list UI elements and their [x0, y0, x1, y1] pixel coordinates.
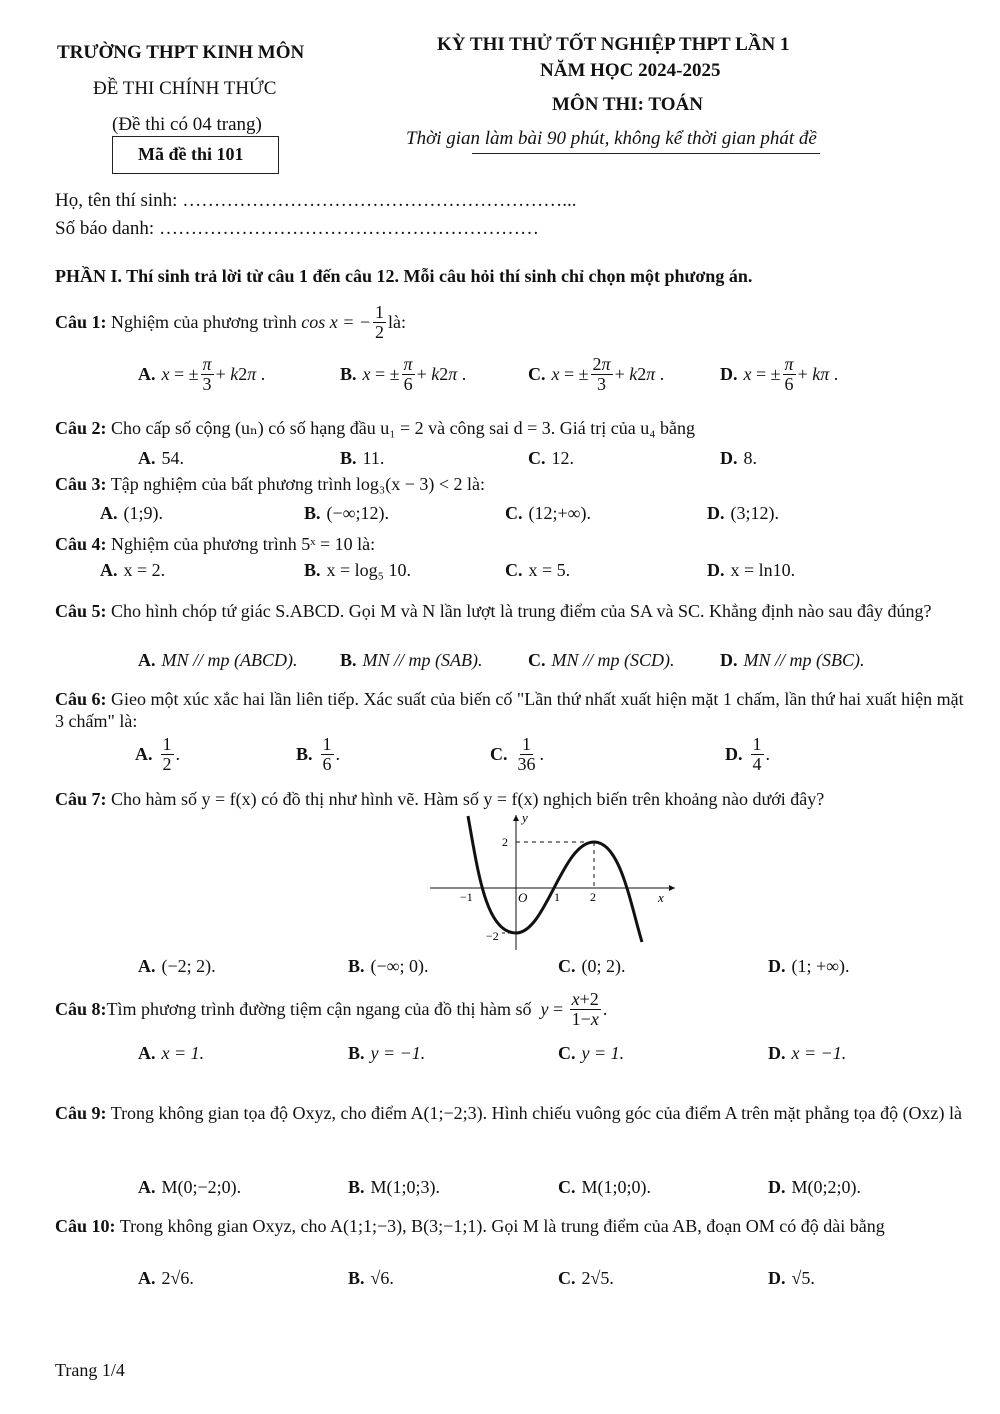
- question-2: [55, 418, 695, 439]
- question-3: [55, 474, 485, 495]
- q9-option-d[interactable]: D. M(0;2;0).: [768, 1177, 861, 1197]
- question-text: Cho cấp số cộng (uₙ) có số hạng đầu u₁ = 2 và công sai d = 3. Giá trị của u₄ bằng: [111, 418, 696, 438]
- question-7: [55, 789, 824, 810]
- question-label: Câu 9:: [55, 1103, 107, 1123]
- q9-option-a[interactable]: A. M(0;−2;0).: [138, 1177, 242, 1197]
- question-text: Gieo một xúc xắc hai lần liên tiếp. Xác suất của biến cố "Lần thứ nhất xuất hiện mặt 1 chấm, lần thứ hai xuất hiện mặt 3 chấm" là:: [55, 689, 964, 731]
- tick-y-neg2: −2: [486, 929, 499, 943]
- question-6: [55, 688, 965, 732]
- question-label: Câu 8:: [55, 998, 107, 1019]
- q7-option-b[interactable]: B. (−∞; 0).: [348, 956, 429, 976]
- q4-option-b[interactable]: B. x = log₅ 10.: [304, 560, 411, 580]
- subject: MÔN THI: TOÁN: [552, 94, 703, 115]
- tick-x-2: 2: [590, 890, 596, 904]
- q6-option-c[interactable]: C. $\frac{1}{36}$ .: [490, 734, 544, 774]
- header-underline: [472, 153, 820, 154]
- q7-option-d[interactable]: D. (1; +∞).: [768, 956, 850, 976]
- question-label: Câu 2:: [55, 418, 107, 438]
- equation: cos x = −: [301, 311, 372, 332]
- question-9: [55, 1096, 965, 1130]
- question-label: Câu 3:: [55, 474, 107, 494]
- exam-title: KỲ THI THỬ TỐT NGHIỆP THPT LẦN 1: [437, 34, 790, 55]
- q10-option-a[interactable]: A. 2√6.: [138, 1268, 194, 1288]
- question-text: Tập nghiệm của bất phương trình log₃(x − 3) < 2 là:: [110, 474, 485, 494]
- tick-x-neg1: −1: [460, 890, 473, 904]
- time-note: Thời gian làm bài 90 phút, không kể thời gian phát đề: [406, 128, 817, 149]
- x-axis-label: x: [658, 890, 664, 905]
- function-fraction: $\frac{x+2}{1-x}$: [571, 989, 599, 1029]
- q1-option-b[interactable]: B. x = ± $\frac{\pi}{6}$ + k 2 π .: [340, 354, 467, 394]
- question-text: Nghiệm của phương trình 5ˣ = 10 là:: [111, 534, 376, 554]
- tick-y-2: 2: [502, 835, 508, 849]
- q5-option-d[interactable]: D. MN // mp (SBC).: [720, 650, 865, 670]
- origin-label: O: [518, 890, 528, 905]
- question-text: Trong không gian Oxyz, cho A(1;1;−3), B(3;−1;1). Gọi M là trung điểm của AB, đoạn OM có độ dài bằng: [119, 1216, 885, 1236]
- tick-x-1: 1: [554, 890, 560, 904]
- question-text: Tìm phương trình đường tiệm cận ngang của đồ thị hàm số: [106, 998, 532, 1019]
- question-4: [55, 534, 375, 555]
- q10-option-c[interactable]: C. 2√5.: [558, 1268, 614, 1288]
- q9-option-b[interactable]: B. M(1;0;3).: [348, 1177, 441, 1197]
- q2-option-a[interactable]: A. 54.: [138, 448, 184, 468]
- function-graph: [430, 812, 690, 952]
- q10-option-b[interactable]: B. √6.: [348, 1268, 394, 1288]
- q8-option-a[interactable]: A. x = 1.: [138, 1043, 205, 1063]
- q8-option-c[interactable]: C. y = 1.: [558, 1043, 625, 1063]
- q7-option-a[interactable]: A. (−2; 2).: [138, 956, 216, 976]
- q5-option-b[interactable]: B. MN // mp (SAB).: [340, 650, 483, 670]
- q2-option-d[interactable]: D. 8.: [720, 448, 757, 468]
- question-10: [55, 1212, 965, 1240]
- question-tail: là:: [388, 311, 407, 332]
- question-label: Câu 5:: [55, 601, 107, 621]
- q6-option-d[interactable]: D. $\frac{1}{4}$ .: [725, 734, 770, 774]
- school-year: NĂM HỌC 2024-2025: [540, 60, 721, 81]
- graph-curve: [468, 816, 642, 942]
- q6-option-a[interactable]: A. $\frac{1}{2}$ .: [135, 734, 180, 774]
- q3-option-a[interactable]: A. (1;9).: [100, 503, 163, 523]
- q1-option-a[interactable]: A. x = ± $\frac{\pi}{3}$ + k 2 π .: [138, 354, 266, 394]
- question-label: Câu 1:: [55, 311, 107, 332]
- q4-option-d[interactable]: D. x = ln10.: [707, 560, 796, 580]
- q1-option-c[interactable]: C. x = ± $\frac{2\pi}{3}$ + k 2 π .: [528, 354, 665, 394]
- q2-option-b[interactable]: B. 11.: [340, 448, 385, 468]
- q7-option-c[interactable]: C. (0; 2).: [558, 956, 626, 976]
- school-name: TRƯỜNG THPT KINH MÔN: [57, 42, 305, 63]
- page-count: (Đề thi có 04 trang): [112, 114, 262, 135]
- question-label: Câu 6:: [55, 689, 107, 709]
- q3-option-b[interactable]: B. (−∞;12).: [304, 503, 389, 523]
- q4-option-a[interactable]: A. x = 2.: [100, 560, 166, 580]
- q3-option-d[interactable]: D. (3;12).: [707, 503, 779, 523]
- q5-option-c[interactable]: C. MN // mp (SCD).: [528, 650, 675, 670]
- question-text: Nghiệm của phương trình: [111, 311, 297, 332]
- question-text: Cho hình chóp tứ giác S.ABCD. Gọi M và N lần lượt là trung điểm của SA và SC. Khẳng định nào sau đây đúng?: [111, 601, 932, 621]
- q4-option-c[interactable]: C. x = 5.: [505, 560, 571, 580]
- q6-option-b[interactable]: B. $\frac{1}{6}$ .: [296, 734, 341, 774]
- question-label: Câu 4:: [55, 534, 107, 554]
- student-id-line: Số báo danh: ……………………………………………………: [55, 218, 539, 239]
- q1-option-d[interactable]: D. x = ± $\frac{\pi}{6}$ + k π .: [720, 354, 839, 394]
- question-label: Câu 7:: [55, 789, 107, 809]
- question-label: Câu 10:: [55, 1216, 116, 1236]
- question-5: [55, 598, 965, 624]
- question-8: Câu 8: Tìm phương trình đường tiệm cận ngang của đồ thị hàm số y = $\frac{x+2}{1-x}$ .: [55, 989, 608, 1029]
- q8-option-b[interactable]: B. y = −1.: [348, 1043, 426, 1063]
- q5-option-a[interactable]: A. MN // mp (ABCD).: [138, 650, 298, 670]
- q8-option-d[interactable]: D. x = −1.: [768, 1043, 847, 1063]
- q9-option-c[interactable]: C. M(1;0;0).: [558, 1177, 651, 1197]
- y-axis-label: y: [522, 812, 528, 825]
- q10-option-d[interactable]: D. √5.: [768, 1268, 815, 1288]
- official-label: ĐỀ THI CHÍNH THỨC: [93, 78, 277, 99]
- q2-option-c[interactable]: C. 12.: [528, 448, 574, 468]
- q3-option-c[interactable]: C. (12;+∞).: [505, 503, 591, 523]
- question-1: [55, 303, 406, 342]
- fraction: $\frac{1}{2}$: [375, 302, 385, 342]
- part-1-heading: PHẦN I. Thí sinh trả lời từ câu 1 đến câu 12. Mỗi câu hỏi thí sinh chỉ chọn một phương án.: [55, 266, 753, 286]
- exam-code: Mã đề thi 101: [138, 144, 244, 164]
- page-footer: Trang 1/4: [55, 1360, 125, 1380]
- question-text: Cho hàm số y = f(x) có đồ thị như hình vẽ. Hàm số y = f(x) nghịch biến trên khoảng nào dưới đây?: [111, 789, 825, 809]
- student-name-line: Họ, tên thí sinh: ……………………………………………………...: [55, 190, 577, 211]
- question-text: Trong không gian tọa độ Oxyz, cho điểm A(1;−2;3). Hình chiếu vuông góc của điểm A trên mặt phẳng tọa độ (Oxz) là: [110, 1103, 963, 1123]
